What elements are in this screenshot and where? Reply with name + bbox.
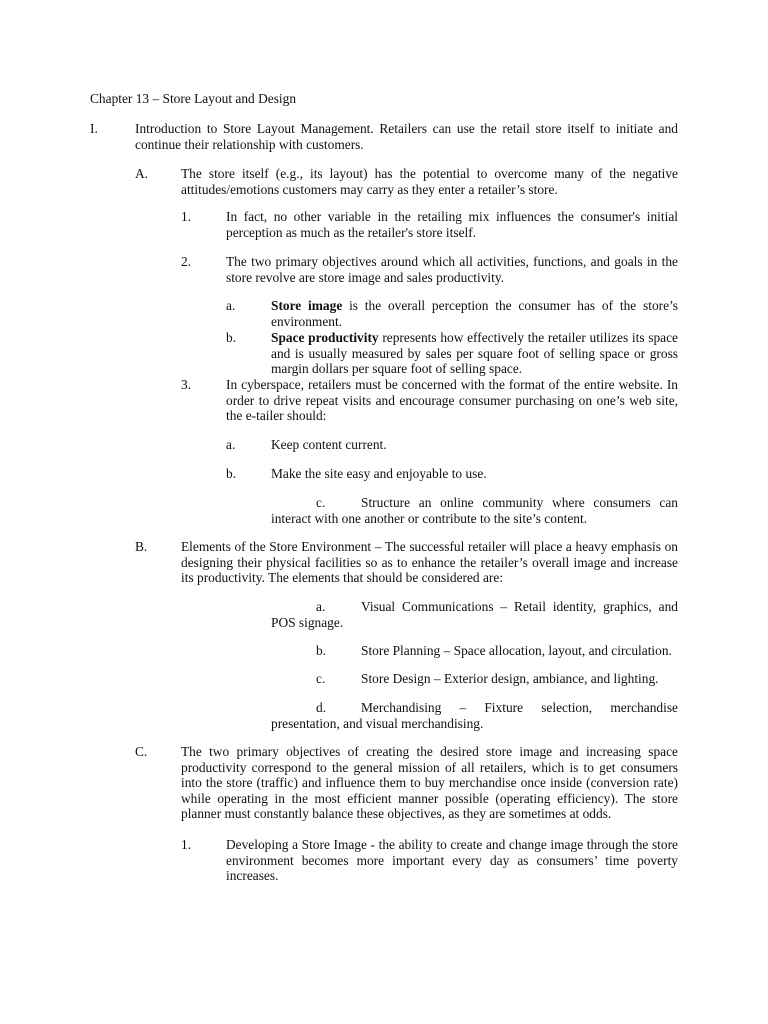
section-i-text: Introduction to Store Layout Management. Retailers can use the retail store itself to initiate and continue their relationship with customers. xyxy=(135,121,678,152)
item-a3-label: 3. xyxy=(181,377,192,392)
item-a2b-text xyxy=(271,330,678,377)
space-productivity-term: Space productivity xyxy=(271,330,379,345)
item-bd-label: d. xyxy=(316,700,327,715)
item-a2b-label: b. xyxy=(226,330,237,345)
item-bb-label: b. xyxy=(316,643,327,658)
item-a1-label: 1. xyxy=(181,209,192,224)
item-c1-label: 1. xyxy=(181,837,192,852)
section-i-label: I. xyxy=(90,121,98,136)
item-a2a-label: a. xyxy=(226,298,236,313)
item-a3c-text: Structure an online community where consumers can interact with one another or contribute to the site’s content. xyxy=(271,495,678,526)
section-c-label: C. xyxy=(135,744,148,759)
item-ba xyxy=(271,599,678,630)
item-ba-text: Visual Communications – Retail identity, graphics, and POS signage. xyxy=(271,599,678,630)
item-a3-text: In cyberspace, retailers must be concerned with the format of the entire website. In order to drive repeat visits and encourage consumer purchasing on one’s web site, the e-tailer should: xyxy=(226,377,678,423)
item-a1-text: In fact, no other variable in the retailing mix influences the consumer's initial perception as much as the retailer's store itself. xyxy=(226,209,678,240)
item-a3b-label: b. xyxy=(226,466,237,481)
section-b-label: B. xyxy=(135,539,148,554)
item-a2-text: The two primary objectives around which all activities, functions, and goals in the store revolve are store image and sales productivity. xyxy=(226,254,678,285)
item-ba-label: a. xyxy=(316,599,326,614)
section-b-text: Elements of the Store Environment – The successful retailer will place a heavy emphasis on designing their physical facilities so as to enhance the retailer’s overall image and increase its productivity. The elements that should be considered are: xyxy=(181,539,678,585)
section-c-text: The two primary objectives of creating the desired store image and increasing space productivity correspond to the general mission of all retailers, which is to get consumers into the store (traffic) and influence them to buy merchandise once inside (conversion rate) while operating in the most efficient manner possible (operating efficiency). The store planner must constantly balance these objectives, as they are sometimes at odds. xyxy=(181,744,678,821)
item-bc-label: c. xyxy=(316,671,326,686)
item-a2-label: 2. xyxy=(181,254,192,269)
item-a3a-label: a. xyxy=(226,437,236,452)
section-a-label: A. xyxy=(135,166,149,181)
item-a3c-label: c. xyxy=(316,495,326,510)
item-a3b-text: Make the site easy and enjoyable to use. xyxy=(271,466,487,481)
item-bd-text: Merchandising – Fixture selection, merchandise presentation, and visual merchandising. xyxy=(271,700,678,731)
space-productivity-definition: represents how effectively the retailer utilizes its space and is usually measured by sales per square foot of selling space or gross margin dollars per square foot of selling space. xyxy=(271,330,678,376)
item-bc-text: Store Design – Exterior design, ambiance, and lighting. xyxy=(361,671,659,686)
section-a-text: The store itself (e.g., its layout) has the potential to overcome many of the negative attitudes/emotions customers may carry as they enter a retailer’s store. xyxy=(181,166,678,197)
item-bd xyxy=(271,700,678,731)
page-title: Chapter 13 – Store Layout and Design xyxy=(90,91,297,106)
store-image-definition: is the overall perception the consumer has of the store’s environment. xyxy=(271,298,678,329)
item-a3c xyxy=(271,495,678,526)
item-c1-text: Developing a Store Image - the ability to create and change image through the store environment becomes more important every day as consumers’ time poverty increases. xyxy=(226,837,678,883)
item-a2a-text xyxy=(271,298,678,329)
store-image-term: Store image xyxy=(271,298,343,313)
item-bb-text: Store Planning – Space allocation, layout, and circulation. xyxy=(361,643,672,658)
item-a3a-text: Keep content current. xyxy=(271,437,387,452)
